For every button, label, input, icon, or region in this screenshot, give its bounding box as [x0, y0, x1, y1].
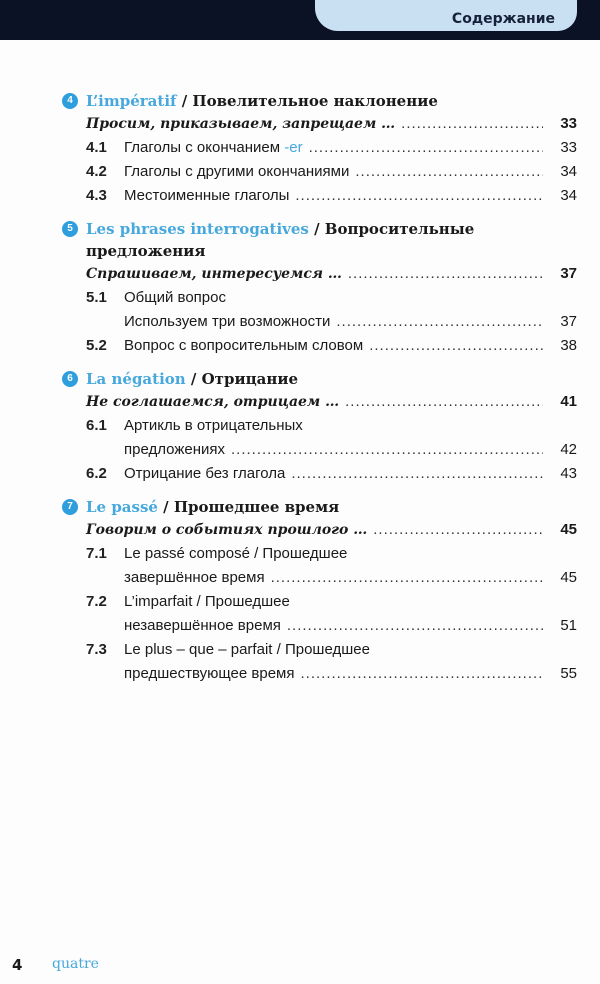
entry-label: Просим, приказываем, запрещаем … — [86, 116, 396, 132]
section-number: 7.2 — [86, 593, 107, 610]
chapter-number-badge: 7 — [62, 499, 78, 515]
page-number: 42 — [560, 441, 577, 458]
page-number: 45 — [560, 521, 577, 538]
top-bar — [0, 0, 600, 40]
toc-entry-continuation[interactable] — [62, 438, 577, 462]
page-number: 33 — [560, 139, 577, 156]
toc-entry[interactable] — [62, 542, 577, 566]
section-number: 5.1 — [86, 289, 107, 306]
leader-dots — [291, 462, 543, 486]
toc-entry[interactable] — [62, 286, 577, 310]
entry-label: Глаголы с другими окончаниями — [124, 163, 350, 180]
suffix-highlight: -er — [284, 139, 303, 156]
toc-entry-continuation[interactable] — [62, 310, 577, 334]
entry-label: незавершённое время — [124, 617, 281, 634]
entry-label: Артикль в отрицательных — [124, 417, 303, 434]
toc-entry-continuation[interactable] — [62, 566, 577, 590]
section-number: 4.3 — [86, 187, 107, 204]
toc-entry[interactable] — [62, 414, 577, 438]
leader-dots — [348, 262, 543, 286]
chapter-title — [62, 90, 577, 112]
page-number: 37 — [560, 265, 577, 282]
entry-label: Не соглашаемся, отрицаем … — [86, 394, 340, 410]
chapter-title-fr[interactable]: Les phrases interrogatives — [86, 220, 309, 238]
footer-page-number: 4 — [12, 956, 23, 974]
chapter-title — [62, 218, 577, 262]
chapter-title-ru: / Повелительное наклонение — [176, 92, 438, 110]
chapter-title-fr[interactable]: L’impératif — [86, 92, 177, 110]
section-number: 6.2 — [86, 465, 107, 482]
toc-entry[interactable] — [62, 184, 577, 208]
entry-label: Общий вопрос — [124, 289, 226, 306]
leader-dots — [336, 310, 543, 334]
chapter-4 — [62, 90, 577, 208]
toc-entry[interactable] — [62, 112, 577, 136]
entry-label: L’imparfait / Прошедшее — [124, 593, 290, 610]
entry-label: завершённое время — [124, 569, 265, 586]
leader-dots — [373, 518, 543, 542]
section-number: 7.3 — [86, 641, 107, 658]
toc-entry[interactable] — [62, 160, 577, 184]
chapter-number-badge: 5 — [62, 221, 78, 237]
leader-dots — [287, 614, 543, 638]
toc-entry[interactable] — [62, 590, 577, 614]
entry-label: Le plus – que – parfait / Прошедшее — [124, 641, 370, 658]
page-number: 55 — [560, 665, 577, 682]
page-number: 34 — [560, 163, 577, 180]
toc-entry[interactable] — [62, 518, 577, 542]
leader-dots — [401, 112, 543, 136]
toc-entry[interactable] — [62, 390, 577, 414]
page-title: Содержание — [451, 11, 555, 27]
entry-label: Глаголы с окончанием -er — [124, 139, 303, 156]
table-of-contents — [62, 90, 577, 696]
page-number: 51 — [560, 617, 577, 634]
entry-label: Вопрос с вопросительным словом — [124, 337, 364, 354]
leader-dots — [300, 662, 543, 686]
page-number: 45 — [560, 569, 577, 586]
chapter-5 — [62, 218, 577, 358]
chapter-title-ru: / Прошедшее время — [157, 498, 340, 516]
entry-label: Говорим о событиях прошлого … — [86, 522, 368, 538]
header-tab — [312, 0, 580, 34]
page-number: 43 — [560, 465, 577, 482]
chapter-title-ru: / Вопросительные предложения — [86, 220, 475, 260]
toc-entry[interactable] — [62, 334, 577, 358]
chapter-title — [62, 496, 577, 518]
leader-dots — [369, 334, 543, 358]
entry-label: Отрицание без глагола — [124, 465, 286, 482]
chapter-number-badge: 4 — [62, 93, 78, 109]
page-number: 41 — [560, 393, 577, 410]
page-number: 37 — [560, 313, 577, 330]
chapter-title-fr[interactable]: Le passé — [86, 498, 158, 516]
entry-label: Используем три возможности — [124, 313, 331, 330]
chapter-7 — [62, 496, 577, 686]
entry-label: Le passé composé / Прошедшее — [124, 545, 348, 562]
toc-entry-continuation[interactable] — [62, 662, 577, 686]
section-number: 5.2 — [86, 337, 107, 354]
chapter-title-ru: / Отрицание — [185, 370, 299, 388]
chapter-6 — [62, 368, 577, 486]
section-number: 7.1 — [86, 545, 107, 562]
chapter-number-badge: 6 — [62, 371, 78, 387]
entry-label: предложениях — [124, 441, 225, 458]
footer-page-word: quatre — [52, 956, 99, 972]
entry-label: Местоименные глаголы — [124, 187, 290, 204]
section-number: 4.2 — [86, 163, 107, 180]
leader-dots — [355, 160, 543, 184]
entry-label: Спрашиваем, интересуемся … — [86, 266, 342, 282]
page-number: 38 — [560, 337, 577, 354]
section-number: 4.1 — [86, 139, 107, 156]
chapter-title-fr[interactable]: La négation — [86, 370, 186, 388]
leader-dots — [231, 438, 543, 462]
toc-entry[interactable] — [62, 638, 577, 662]
page-number: 33 — [560, 115, 577, 132]
entry-label: предшествующее время — [124, 665, 295, 682]
toc-entry[interactable] — [62, 462, 577, 486]
chapter-title — [62, 368, 577, 390]
page-number: 34 — [560, 187, 577, 204]
leader-dots — [271, 566, 543, 590]
toc-entry[interactable] — [62, 262, 577, 286]
toc-entry-continuation[interactable] — [62, 614, 577, 638]
leader-dots — [295, 184, 543, 208]
leader-dots — [345, 390, 543, 414]
leader-dots — [309, 136, 543, 160]
section-number: 6.1 — [86, 417, 107, 434]
toc-entry[interactable] — [62, 136, 577, 160]
